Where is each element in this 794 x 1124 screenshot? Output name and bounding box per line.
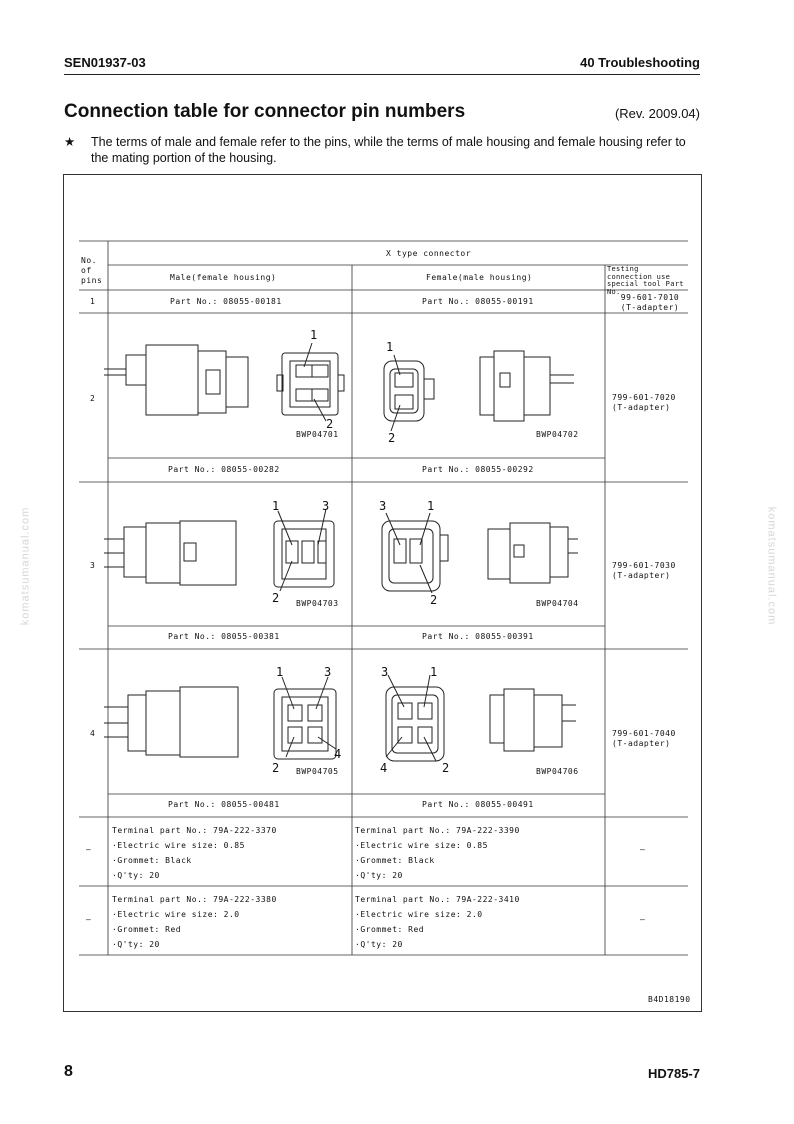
terminal-line: Terminal part No.: 79A-222-3370 [112, 826, 277, 835]
tool-4: 799-601-7040 (T-adapter) [612, 729, 676, 748]
page-title: Connection table for connector pin numbers [64, 101, 466, 122]
tool-3: 799-601-7030 (T-adapter) [612, 561, 676, 580]
pin-label: 2 [430, 593, 438, 607]
pins-1: 1 [90, 297, 96, 306]
terminal-line: ·Electric wire size: 2.0 [355, 910, 483, 919]
col-header-pins: No. of pins [81, 256, 103, 285]
pin-label: 3 [381, 665, 389, 679]
fig-code-bwp04704: BWP04704 [536, 599, 579, 608]
terminal-line: ·Grommet: Black [112, 856, 192, 865]
connector-drawing-3pin-male [104, 509, 334, 591]
fig-code-bwp04702: BWP04702 [536, 430, 579, 439]
star-icon: ★ [64, 135, 76, 149]
male-part-3: Part No.: 08055-00381 [168, 632, 280, 641]
pin-label: 4 [380, 761, 388, 775]
connector-drawing-4pin-female [386, 675, 576, 761]
pin-label: 1 [272, 499, 280, 513]
fig-code-bwp04701: BWP04701 [296, 430, 339, 439]
male-part-1: Part No.: 08055-00181 [170, 297, 282, 306]
connector-drawing-4pin-male [104, 677, 336, 759]
pin-label: 1 [276, 665, 284, 679]
fig-code-bwp04706: BWP04706 [536, 767, 579, 776]
terminal-female-2 [355, 892, 520, 952]
connector-drawing-2pin-female [384, 351, 574, 431]
tool-1: 99-601-7010 (T-adapter) [620, 293, 680, 312]
terminal-line: ·Electric wire size: 0.85 [355, 841, 488, 850]
col-header-tool: Testing connection use special tool Part No. [607, 265, 684, 296]
pins-3: 3 [90, 561, 96, 570]
female-part-2: Part No.: 08055-00292 [422, 465, 534, 474]
fig-code-bwp04705: BWP04705 [296, 767, 339, 776]
pins-2: 2 [90, 394, 96, 403]
pin-label: 3 [379, 499, 387, 513]
page-number: 8 [64, 1063, 73, 1080]
section-title: 40 Troubleshooting [580, 55, 700, 70]
male-part-4: Part No.: 08055-00481 [168, 800, 280, 809]
male-part-2: Part No.: 08055-00282 [168, 465, 280, 474]
terminal-line: Terminal part No.: 79A-222-3380 [112, 895, 277, 904]
terminal-line: ·Grommet: Red [355, 925, 425, 934]
female-part-3: Part No.: 08055-00391 [422, 632, 534, 641]
terminal-line: Terminal part No.: 79A-222-3390 [355, 826, 520, 835]
pin-label: 2 [326, 417, 334, 431]
doc-code: SEN01937-03 [64, 55, 146, 70]
terminal-line: ·Q'ty: 20 [355, 871, 403, 880]
pin-label: 2 [442, 761, 450, 775]
connector-drawing-2pin-male [104, 343, 344, 421]
pin-label: 1 [427, 499, 435, 513]
figure-code: B4D18190 [648, 995, 691, 1004]
pin-label: 1 [310, 328, 318, 342]
revision: (Rev. 2009.04) [614, 106, 700, 121]
pin-label: 3 [324, 665, 332, 679]
terminal-pins-2: — [86, 915, 92, 924]
terminal-tool-2: — [640, 915, 646, 924]
model-code: HD785-7 [647, 1066, 700, 1081]
tool-2: 799-601-7020 (T-adapter) [612, 393, 676, 412]
pin-label: 2 [388, 431, 396, 445]
pin-label: 1 [386, 340, 394, 354]
terminal-line: ·Grommet: Red [112, 925, 182, 934]
note-text: The terms of male and female refer to the pins, while the terms of male housing and female housing refer to the mating portion of the housing. [91, 135, 686, 165]
col-header-female: Female(male housing) [426, 273, 533, 282]
terminal-line: Terminal part No.: 79A-222-3410 [355, 895, 520, 904]
pin-label: 3 [322, 499, 330, 513]
terminal-line: ·Electric wire size: 0.85 [112, 841, 245, 850]
pin-label: 2 [272, 591, 280, 605]
terminal-tool-1: — [640, 845, 646, 854]
terminal-line: ·Grommet: Black [355, 856, 435, 865]
terminal-female-1 [355, 823, 520, 883]
terminal-line: ·Electric wire size: 2.0 [112, 910, 240, 919]
watermark-left: komatsumanual.com [19, 506, 32, 626]
female-part-4: Part No.: 08055-00491 [422, 800, 534, 809]
terminal-male-2 [112, 892, 277, 952]
female-part-1: Part No.: 08055-00191 [422, 297, 534, 306]
terminal-pins-1: — [86, 845, 92, 854]
table-grid [64, 175, 701, 1011]
pin-label: 1 [430, 665, 438, 679]
connector-table-figure [63, 174, 702, 1012]
terminal-line: ·Q'ty: 20 [355, 940, 403, 949]
pin-label: 4 [334, 747, 342, 761]
col-header-male: Male(female housing) [170, 273, 277, 282]
terminal-line: ·Q'ty: 20 [112, 940, 160, 949]
watermark-right: komatsumanual.com [765, 506, 778, 626]
terminal-line: ·Q'ty: 20 [112, 871, 160, 880]
connector-drawing-3pin-female [382, 513, 578, 593]
pin-label: 2 [272, 761, 280, 775]
note [64, 134, 700, 166]
pins-4: 4 [90, 729, 96, 738]
group-header: X type connector [386, 249, 472, 258]
terminal-male-1 [112, 823, 277, 883]
fig-code-bwp04703: BWP04703 [296, 599, 339, 608]
header-rule [64, 74, 700, 75]
